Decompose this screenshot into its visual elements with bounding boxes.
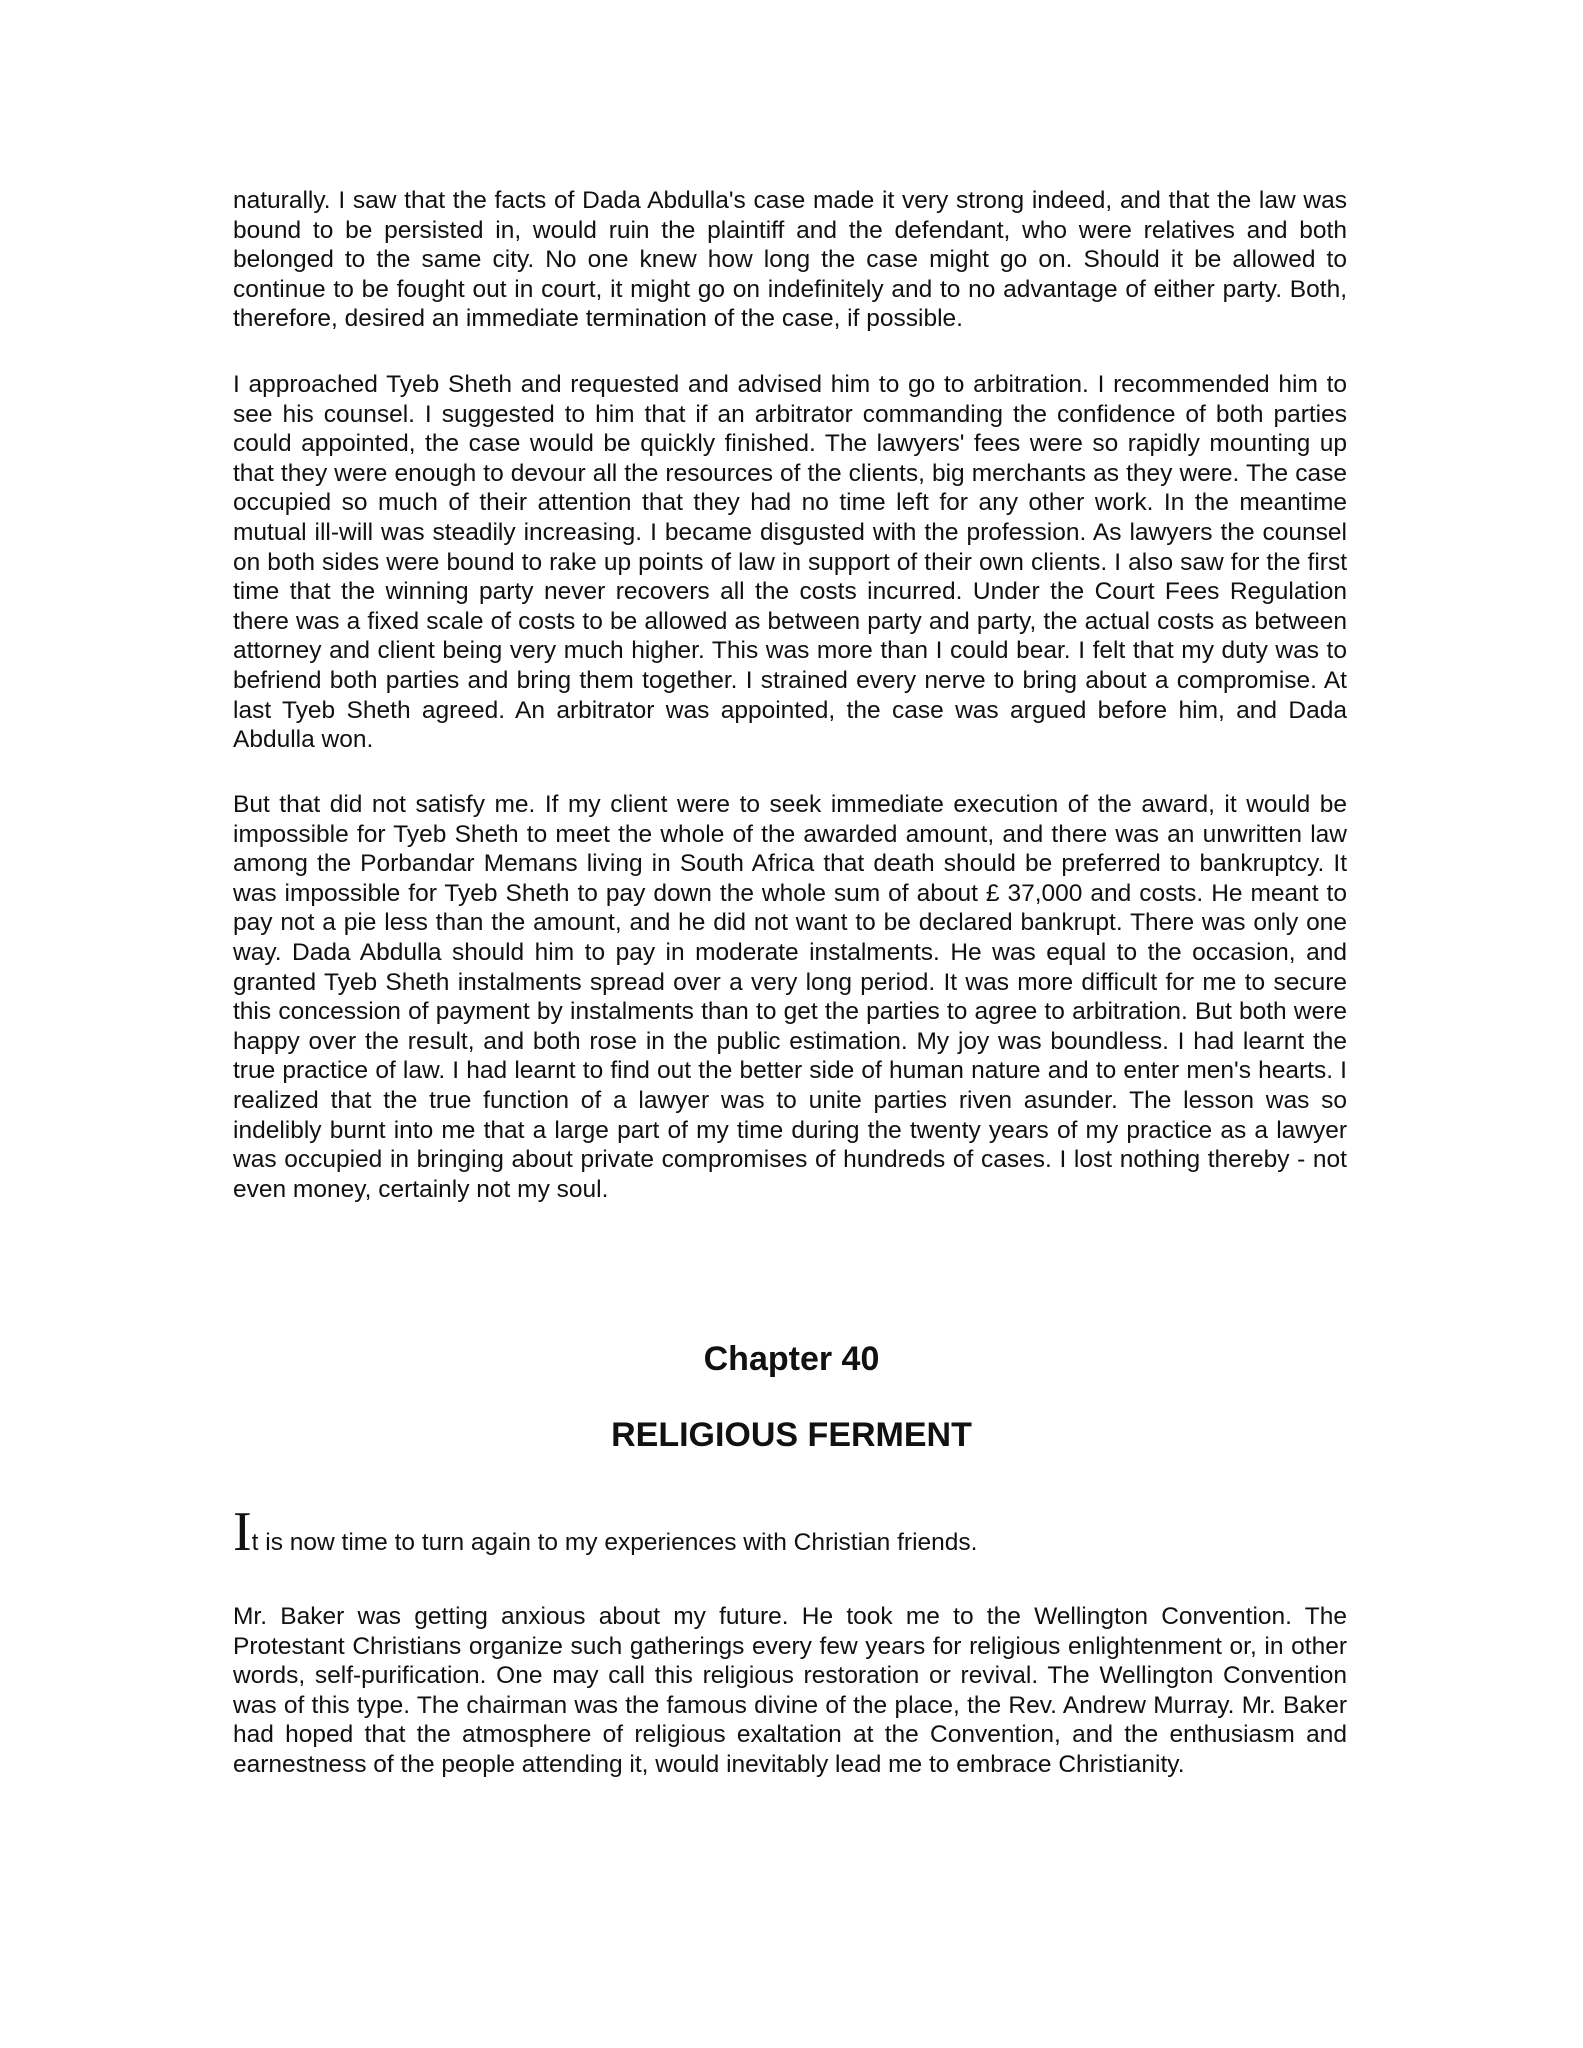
paragraph-wellington-convention: Mr. Baker was getting anxious about my future. He took me to the Wellington Convention. The Protestant Christians organize such gatherings every few years for religious enlightenment or, in other words, self-purification. One may call this religious restoration or revival. The Wellington Convention was of this type. The chairman was the famous divine of the place, the Rev. Andrew Murray. Mr. Baker had hoped that the atmosphere of religious exaltation at the Convention, and the enthusiasm and earnestness of the people attending it, would inevitably lead me to embrace Christianity. bbox=[233, 1603, 1347, 1778]
paragraph-instalments: But that did not satisfy me. If my client were to seek immediate execution of the award, it would be impossible for Tyeb Sheth to meet the whole of the awarded amount, and there was an unwritten law among the Porbandar Memans living in South Africa that death should be preferred to bankruptcy. It was impossible for Tyeb Sheth to pay down the whole sum of about £ 37,000 and costs. He meant to pay not a pie less than the amount, and he did not want to be declared bankrupt. There was only one way. Dada Abdulla should him to pay in moderate instalments. He was equal to the occasion, and granted Tyeb Sheth instalments spread over a very long period. It was more difficult for me to secure this concession of payment by instalments than to get the parties to agree to arbitration. But both were happy over the result, and both rose in the public estimation. My joy was boundless. I had learnt the true practice of law. I had learnt to find out the better side of human nature and to enter men's hearts. I realized that the true function of a lawyer was to unite parties riven asunder. The lesson was so indelibly burnt into me that a large part of my time during the twenty years of my practice as a lawyer was occupied in bringing about private compromises of hundreds of cases. I lost nothing thereby - not even money, certainly not my soul. bbox=[233, 791, 1347, 1203]
paragraph-approach-tyeb-sheth: I approached Tyeb Sheth and requested and advised him to go to arbitration. I recommended him to see his counsel. I suggested to him that if an arbitrator commanding the confidence of both parties could appointed, the case would be quickly finished. The lawyers' fees were so rapidly mounting up that they were enough to devour all the resources of the clients, big merchants as they were. The case occupied so much of their attention that they had no time left for any other work. In the meantime mutual ill-will was steadily increasing. I became disgusted with the profession. As lawyers the counsel on both sides were bound to rake up points of law in support of their own clients. I also saw for the first time that the winning party never recovers all the costs incurred. Under the Court Fees Regulation there was a fixed scale of costs to be allowed as between party and party, the actual costs as between attorney and client being very much higher. This was more than I could bear. I felt that my duty was to befriend both parties and bring them together. I strained every nerve to bring about a compromise. At last Tyeb Sheth agreed. An arbitrator was appointed, the case was argued before him, and Dada Abdulla won. bbox=[233, 371, 1347, 754]
drop-cap-letter: I bbox=[233, 1501, 252, 1563]
chapter-number: Chapter 40 bbox=[703, 1340, 880, 1378]
paragraph-chapter-opening bbox=[233, 1501, 1347, 1571]
chapter-title: RELIGIOUS FERMENT bbox=[611, 1416, 972, 1454]
opening-sentence: t is now time to turn again to my experiences with Christian friends. bbox=[251, 1529, 978, 1556]
paragraph-arbitration-background: naturally. I saw that the facts of Dada Abdulla's case made it very strong indeed, and that the law was bound to be persisted in, would ruin the plaintiff and the defendant, who were relatives and both belonged to the same city. No one knew how long the case might go on. Should it be allowed to continue to be fought out in court, it might go on indefinitely and to no advantage of either party. Both, therefore, desired an immediate termination of the case, if possible. bbox=[233, 187, 1347, 333]
